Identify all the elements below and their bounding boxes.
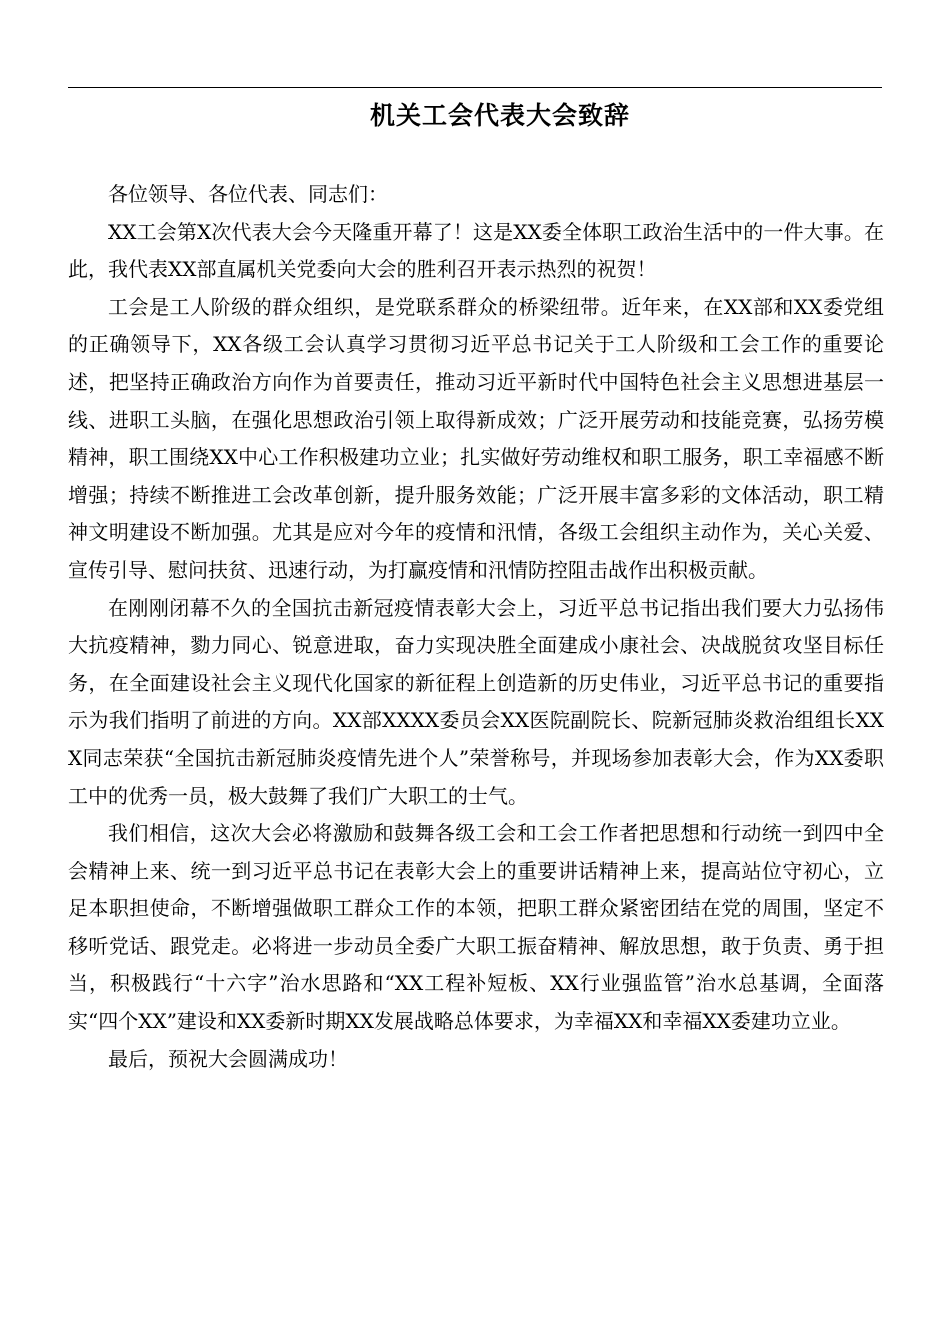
closing-wish: 最后，预祝大会圆满成功！ [108,1046,348,1071]
paragraph-achievements: 工会是工人阶级的群众组织，是党联系群众的桥梁纽带。近年来，在XX部和XX委党组的正确领导下，XX各级工会认真学习贯彻习近平总书记关于工人阶级和工会工作的重要论述，把坚持正确政治方向作为首要责任，推动习近平新时代中国特色社会主义思想进基层一线、进职工头脑，在强化思想政治引领上取得新成效；广泛开展劳动和技能竞赛，弘扬劳模精神，职工围绕XX中心工作积极建功立业；扎实做好劳动维权和职工服务，职工幸福感不断增强；持续不断推进工会改革创新，提升服务效能；广泛开展丰富多彩的文体活动，职工精神文明建设不断加强。尤其是应对今年的疫情和汛情，各级工会组织主动作为，关心关爱、宣传引导、慰问扶贫、迅速行动，为打赢疫情和汛情防控阻击战作出积极贡献。 [68,294,884,582]
paragraph-honors: 在刚刚闭幕不久的全国抗击新冠疫情表彰大会上，习近平总书记指出我们要大力弘扬伟大抗疫精神，勠力同心、锐意进取，奋力实现决胜全面建成小康社会、决战脱贫攻坚目标任务，在全面建设社会主义现代化国家的新征程上创造新的历史伟业，习近平总书记的重要指示为我们指明了前进的方向。XX部XXXX委员会XX医院副院长、院新冠肺炎救治组组长XXX同志荣获“全国抗击新冠肺炎疫情先进个人”荣誉称号，并现场参加表彰大会，作为XX委职工中的优秀一员，极大鼓舞了我们广大职工的士气。 [68,595,884,808]
paragraph-opening: XX工会第X次代表大会今天隆重开幕了！这是XX委全体职工政治生活中的一件大事。在此，我代表XX部直属机关党委向大会的胜利召开表示热烈的祝贺！ [68,219,884,282]
salutation: 各位领导、各位代表、同志们： [108,182,388,206]
paragraph-expectations: 我们相信，这次大会必将激励和鼓舞各级工会和工会工作者把思想和行动统一到四中全会精神上来、统一到习近平总书记在表彰大会上的重要讲话精神上来，提高站位守初心，立足本职担使命，不断增强做职工群众工作的本领，把职工群众紧密团结在党的周围，坚定不移听党话、跟党走。必将进一步动员全委广大职工振奋精神、解放思想，敢于负责、勇于担当，积极践行“十六字”治水思路和“XX工程补短板、XX行业强监管”治水总基调，全面落实“四个XX”建设和XX委新时期XX发展战略总体要求，为幸福XX和幸福XX委建功立业。 [68,821,884,1034]
document-body [68,176,884,1078]
document-title: 机关工会代表大会致辞 [369,101,630,130]
header-rule [68,87,882,88]
